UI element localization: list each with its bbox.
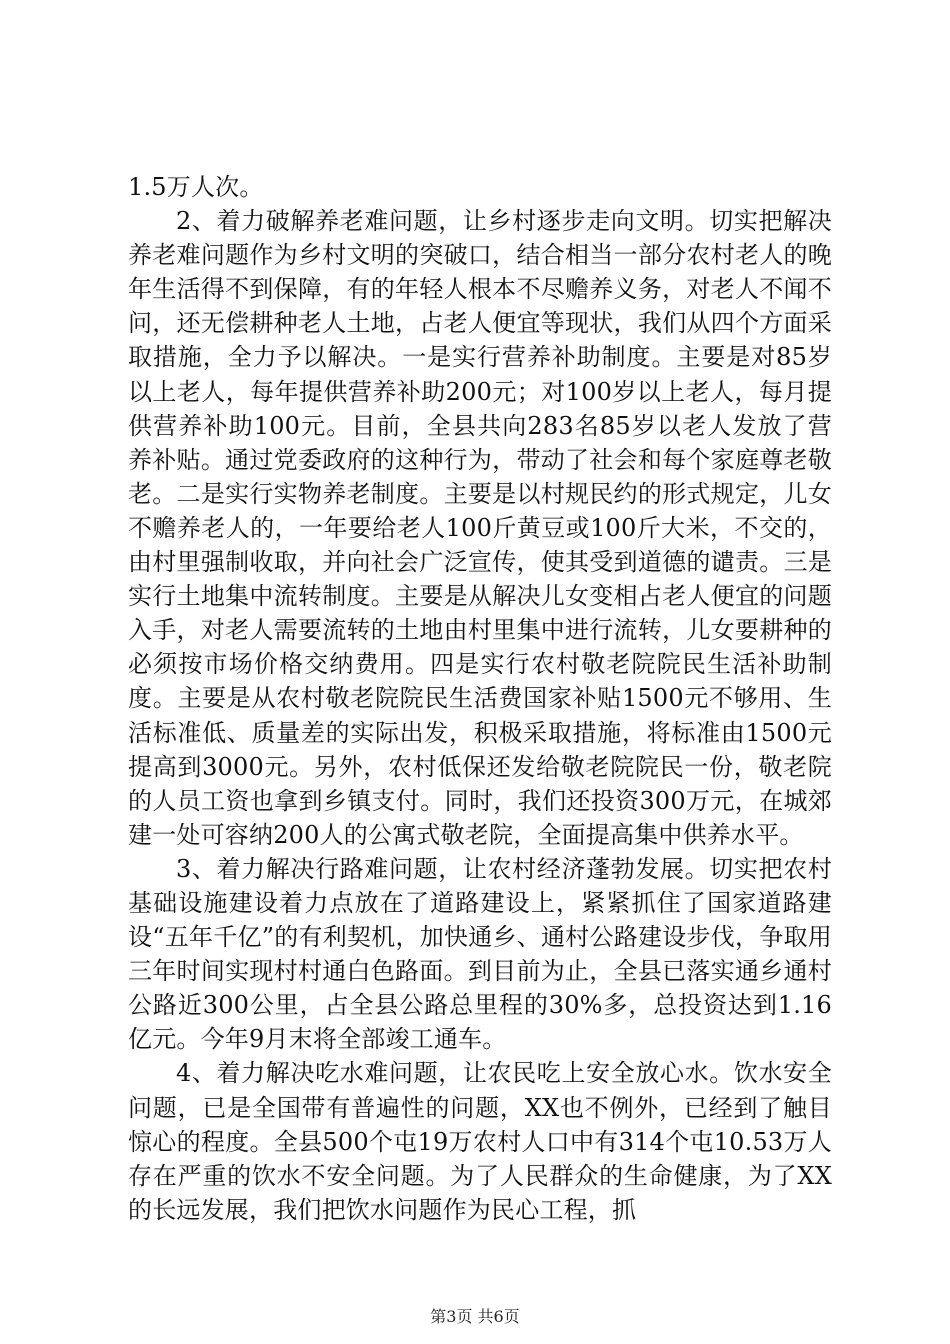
paragraph-drinking-water: 4、着力解决吃水难问题，让农民吃上安全放心水。饮水安全问题，已是全国带有普遍性的问题，XX也不例外，已经到了触目惊心的程度。全县500个屯19万农村人口中有314个屯10.53万人存在严重的饮水不安全问题。为了人民群众的生命健康，为了XX的长远发展，我们把饮水问题作为民心工程，抓 — [128, 1059, 832, 1224]
paragraph-road-construction: 3、着力解决行路难问题，让农村经济蓬勃发展。切实把农村基础设施建设着力点放在了道路建设上，紧紧抓住了国家道路建设“五年千亿”的有利契机，加快通乡、通村公路建设步伐，争取用三年时间实现村村通白色路面。到目前为止，全县已落实通乡通村公路近300公里，占全县公路总里程的30%多，总投资达到1.16亿元。今年9月末将全部竣工通车。 — [128, 854, 832, 1054]
document-body — [128, 170, 832, 1227]
paragraph-continuation: 1.5万人次。 — [128, 173, 264, 201]
page-number-footer: 第3页 共6页 — [430, 1307, 520, 1326]
paragraph-elderly-care: 2、着力破解养老难问题，让乡村逐步走向文明。切实把解决养老难问题作为乡村文明的突破口，结合相当一部分农村老人的晚年生活得不到保障，有的年轻人根本不尽赡养义务，对老人不闻不问，还无偿耕种老人土地，占老人便宜等现状，我们从四个方面采取措施，全力予以解决。一是实行营养补助制度。主要是对85岁以上老人，每年提供营养补助200元；对100岁以上老人，每月提供营养补助100元。目前，全县共向283名85岁以老人发放了营养补贴。通过党委政府的这种行为，带动了社会和每个家庭尊老敬老。二是实行实物养老制度。主要是以村规民约的形式规定，儿女不赡养老人的，一年要给老人100斤黄豆或100斤大米，不交的，由村里强制收取，并向社会广泛宣传，使其受到道德的谴责。三是实行土地集中流转制度。主要是从解决儿女变相占老人便宜的问题入手，对老人需要流转的土地由村里集中进行流转，儿女要耕种的必须按市场价格交纳费用。四是实行农村敬老院院民生活补助制度。主要是从农村敬老院院民生活费国家补贴1500元不够用、生活标准低、质量差的实际出发，积极采取措施，将标准由1500元提高到3000元。另外，农村低保还发给敬老院院民一份，敬老院的人员工资也拿到乡镇支付。同时，我们还投资300万元，在城郊建一处可容纳200人的公寓式敬老院，全面提高集中供养水平。 — [128, 207, 832, 849]
